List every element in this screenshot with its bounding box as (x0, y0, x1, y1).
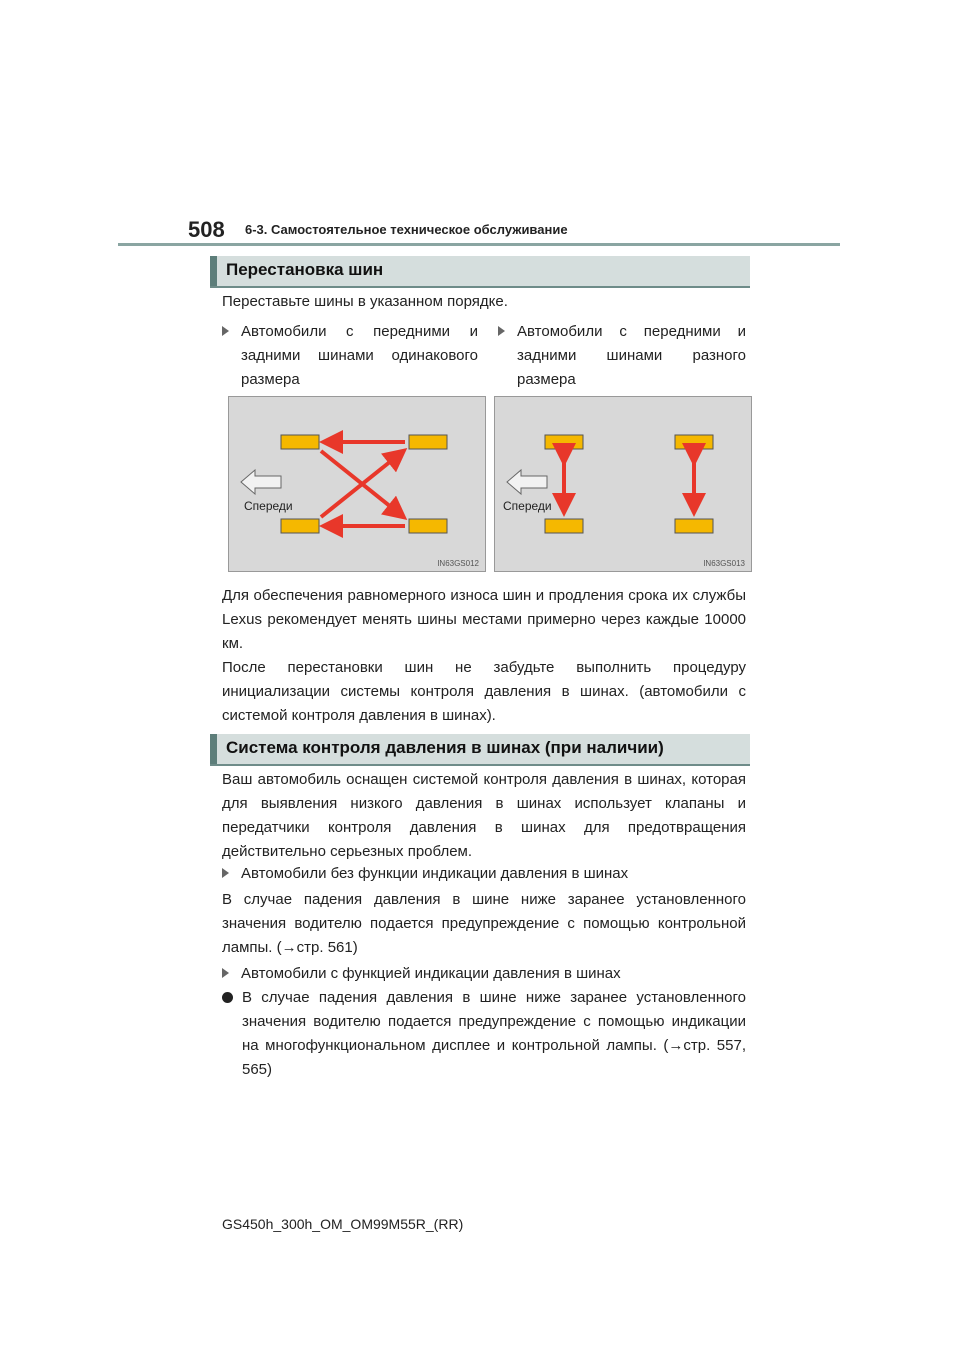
list-item-without-indication (222, 862, 746, 886)
list-item-same-size (222, 320, 478, 392)
tire-front-right (545, 519, 583, 533)
triangle-bullet-icon (222, 326, 229, 336)
tire-rear-left (409, 435, 447, 449)
rotation-diagram (495, 397, 751, 571)
figure-rotation-different-size (494, 396, 752, 572)
header-rule (118, 243, 840, 246)
paragraph-tpms-intro: Ваш автомобиль оснащен системой контроля давления в шинах, которая для выявления низкого давления в шинах использует клапаны и передатчики контроля давления в шинах для предотвращения действительно серьезных проблем. (222, 771, 746, 860)
list-item-text: Автомобили без функции индикации давления в шинах (241, 865, 629, 882)
list-item-text: Автомобили с функцией индикации давления в шинах (241, 965, 621, 982)
section-title-bar (210, 734, 217, 764)
page-number: 508 (188, 217, 225, 242)
figure-code: IN63GS012 (437, 559, 479, 568)
list-item-text: Автомобили с передними и задними шинами разного размера (517, 323, 746, 388)
list-item-different-size (498, 320, 746, 392)
front-arrow-icon (507, 470, 547, 494)
bullet-dot-icon (222, 992, 233, 1003)
section-title-text: Система контроля давления в шинах (при наличии) (226, 738, 664, 757)
triangle-bullet-icon (498, 326, 505, 336)
triangle-bullet-icon (222, 968, 229, 978)
front-label: Спереди (244, 499, 293, 513)
section-path: 6-3. Самостоятельное техническое обслуживание (245, 222, 568, 237)
tire-rear-right (675, 519, 713, 533)
paragraph-rotation-interval: Для обеспечения равномерного износа шин и продления срока их службы Lexus рекомендует менять шины местами примерно через каждые 10000 км. (222, 587, 746, 652)
rotation-diagram (229, 397, 485, 571)
tire-front-left (281, 435, 319, 449)
tire-front-right (281, 519, 319, 533)
bullet-text: В случае падения давления в шине ниже заранее установленного значения водителю подается предупреждение с помощью индикации на многофункциональном дисплее и контрольной лампы. (→стр. 557, 565) (242, 989, 746, 1078)
tire-rear-left (675, 435, 713, 449)
front-label: Спереди (503, 499, 552, 513)
tire-front-left (545, 435, 583, 449)
intro-text: Переставьте шины в указанном порядке. (222, 293, 508, 310)
figure-rotation-same-size (228, 396, 486, 572)
list-item-text: Автомобили с передними и задними шинами одинакового размера (241, 323, 478, 388)
paragraph-warning-lamp: В случае падения давления в шине ниже заранее установленного значения водителю подается предупреждение с помощью контрольной лампы. (→стр. 561) (222, 891, 746, 956)
triangle-bullet-icon (222, 868, 229, 878)
bullet-multi-display-warning (222, 986, 746, 1082)
footer-doc-code: GS450h_300h_OM_OM99M55R_(RR) (222, 1216, 464, 1232)
paragraph-reinitialize: После перестановки шин не забудьте выполнить процедуру инициализации системы контроля давления в шинах. (автомобили с системой контроля давления в шинах). (222, 659, 746, 724)
section-title-tire-rotation (210, 256, 750, 288)
list-item-with-indication (222, 962, 746, 986)
front-arrow-icon (241, 470, 281, 494)
tire-rear-right (409, 519, 447, 533)
section-title-bar (210, 256, 217, 286)
section-title-text: Перестановка шин (226, 260, 384, 279)
section-title-tpms (210, 734, 750, 766)
figure-code: IN63GS013 (703, 559, 745, 568)
